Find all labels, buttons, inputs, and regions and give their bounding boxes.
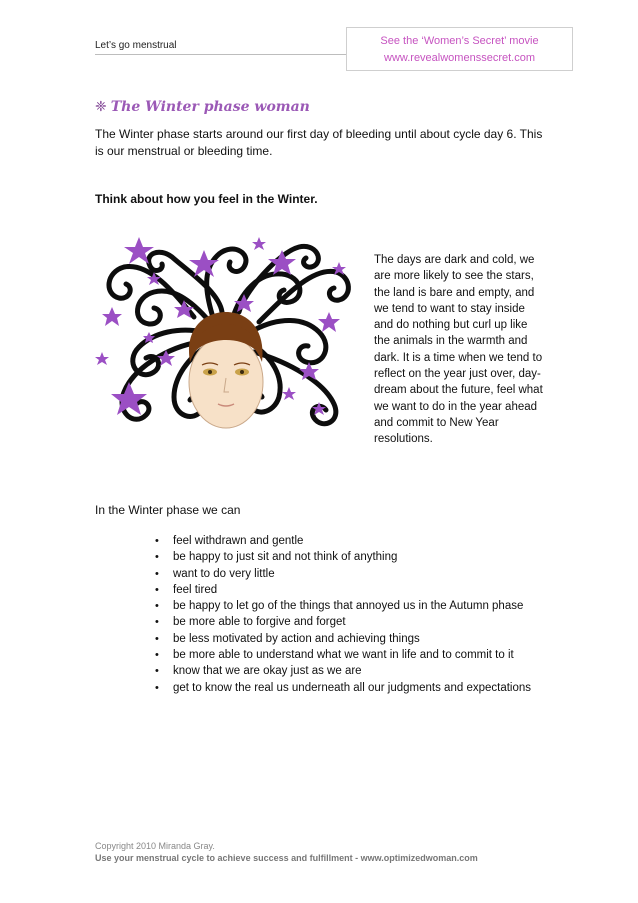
list-item: • want to do very little <box>153 566 531 582</box>
promo-box <box>346 27 573 71</box>
bullet-icon: • <box>155 535 159 547</box>
intro-paragraph: The Winter phase starts around our first day of bleeding until about cycle day 6. This is our menstrual or bleeding time. <box>95 127 543 158</box>
bullet-icon: • <box>155 551 159 564</box>
bullet-icon: • <box>155 649 159 662</box>
list-intro: In the Winter phase we can <box>95 503 241 517</box>
bullet-icon: • <box>155 583 159 596</box>
bullet-icon: • <box>155 616 159 629</box>
bullet-icon: • <box>155 600 159 613</box>
footer-copyright: Copyright 2010 Miranda Gray. <box>95 841 215 851</box>
bullet-icon: • <box>155 632 159 645</box>
list-item: • feel tired <box>153 582 531 598</box>
list-item: • be more able to understand what we want in life and to commit to it <box>153 647 531 663</box>
list-item: • feel withdrawn and gentle <box>153 533 531 549</box>
heading-ornament-icon: ❈ <box>95 99 107 115</box>
list-item: • be more able to forgive and forget <box>153 614 531 630</box>
list-item: • be less motivated by action and achieving things <box>153 631 531 647</box>
promo-text: See the ‘Women’s Secret’ movie <box>380 35 539 47</box>
list-item: • be happy to just sit and not think of anything <box>153 549 531 565</box>
page-footer <box>95 840 478 864</box>
footer-tagline: Use your menstrual cycle to achieve success and fulfillment - www.optimizedwoman.com <box>95 853 478 863</box>
winter-description: The days are dark and cold, we are more likely to see the stars, the land is bare and empty, and we tend to want to stay inside and do nothing but curl up like the animals in the warmth and dark. It is a time when we tend to reflect on the year just over, day-dream about the future, feel what we want to do in the year ahead and commit to New Year resolutions. <box>374 254 543 446</box>
list-item: • be happy to let go of the things that annoyed us in the Autumn phase <box>153 598 531 614</box>
bullet-icon: • <box>155 567 159 580</box>
winter-phase-list <box>153 533 531 696</box>
prompt-heading: Think about how you feel in the Winter. <box>95 192 318 206</box>
section-heading <box>95 99 310 115</box>
winter-woman-illustration <box>94 232 356 432</box>
section-title-text: The Winter phase woman <box>110 99 310 115</box>
header-divider <box>95 54 346 55</box>
list-item: • get to know the real us underneath all our judgments and expectations <box>153 680 531 696</box>
list-item: • know that we are okay just as we are <box>153 663 531 679</box>
header-running-title: Let’s go menstrual <box>95 40 177 51</box>
bullet-icon: • <box>155 665 159 678</box>
promo-link[interactable]: www.revealwomenssecret.com <box>384 52 535 64</box>
bullet-icon: • <box>155 681 159 694</box>
